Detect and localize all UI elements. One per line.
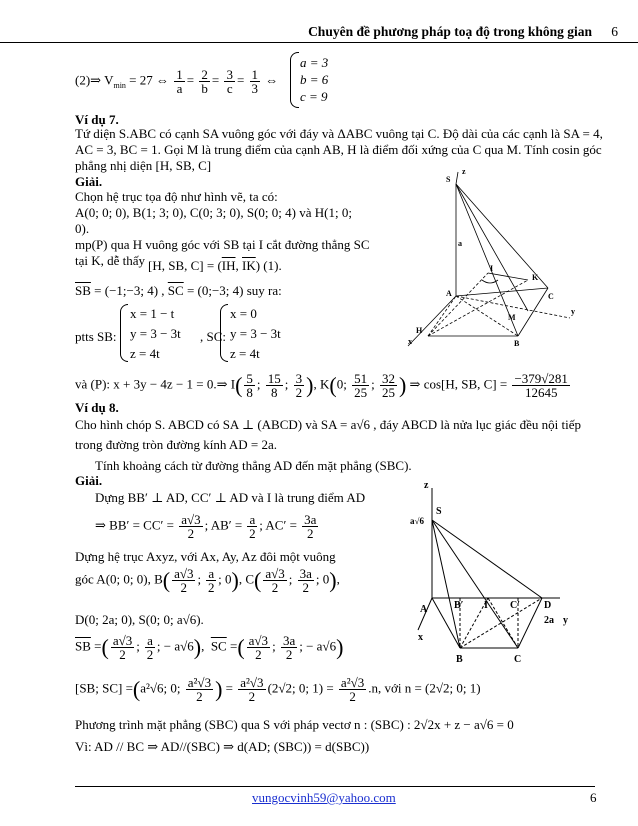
cross-product-line: [SB; SC] =(a²√6; 0; $\frac{\text{a²√3}}{2}$ ) = $\frac{\text{a²√3}}{2}$ (2√2; 0; 1) = $\frac{\text{a²√3}}{2}$ .n, với n = (2√2; 0; 1): [75, 675, 481, 704]
system-brace: [220, 304, 228, 362]
svg-text:y: y: [563, 615, 568, 626]
svg-text:a√6: a√6: [410, 516, 424, 526]
svg-text:I: I: [490, 264, 494, 273]
system-brace: [290, 52, 299, 108]
axes-line: Dựng hệ trục Axyz, với Ax, Ay, Az đôi một vuông: [75, 549, 336, 564]
footer-email-link[interactable]: vungocvinh59@yahoo.com: [252, 790, 396, 805]
footer-rule: [75, 786, 595, 787]
svg-text:z: z: [424, 480, 429, 491]
svg-text:C: C: [548, 292, 554, 301]
plane-equation-line: Phương trình mặt phẳng (SBC) qua S với pháp vectơ n : (SBC) : 2√2x + z − a√6 = 0: [75, 717, 514, 732]
example-7-statement: Tứ diện S.ABC có cạnh SA vuông góc với đáy và ΔABC vuông tại C. Độ dài của các cạnh là SA = 4, AC = 3, BC = 1. Gọi M là trung điểm của cạnh AB, H là điểm đối xứng của C qua M. Tính cosin góc phẳng nhị diện [H, SB, C]: [75, 126, 603, 173]
svg-text:D: D: [544, 600, 552, 611]
svg-text:B: B: [514, 339, 520, 348]
vmin-equation: (2)⇒ $V_{min} = 27$ ⇔ $\frac{1}{a}$ = $\frac{2}{b}$ = $\frac{3}{c}$ = $\frac{1}{3}$ ⇔: [75, 67, 279, 96]
svg-text:C: C: [514, 654, 522, 665]
sc-parametric-system: x = 0 y = 3 − 3t z = 4t: [230, 306, 281, 361]
parallel-conclusion-line: Vì: AD // BC ⇒ AD//(SBC) ⇒ d(AD; (SBC)) = d(SBC)): [75, 739, 370, 754]
fraction: $\frac{2}{b}$: [201, 67, 208, 96]
svg-text:I: I: [484, 600, 488, 611]
tetrahedron-figure: [398, 168, 578, 348]
header-title: Chuyên đề phương pháp toạ độ trong không gian: [308, 24, 592, 39]
example-7-solution-label: Giải.: [75, 174, 103, 189]
pyramid-figure: [410, 480, 570, 665]
fraction: $\frac{3}{c}$: [226, 67, 233, 96]
fraction: $\frac{1}{a}$: [176, 67, 183, 96]
system-brace: [120, 304, 128, 362]
example-8-task: Tính khoảng cách từ đường thẳng AD đến mặt phẳng (SBC).: [95, 458, 412, 473]
svg-text:x: x: [418, 632, 423, 643]
points-i-k-cos: và (P): x + 3y − 4z − 1 = 0.⇒ I( $\frac{5}{8}$ ; $\frac{15}{8}$ ; $\frac{3}{2}$ ), K(0; $\frac{51}{25}$ ; $\frac{32}{25}$ ) ⇒ cos[H, SB, C] = $\frac{-379√281}{12645}$: [75, 371, 568, 400]
svg-text:K: K: [532, 273, 539, 282]
ptts-label: ptts SB:: [75, 329, 117, 344]
example-7-solution-text: Chọn hệ trục tọa độ như hình vẽ, ta có: A(0; 0; 0), B(1; 3; 0), C(0; 3; 0), S(0; 0; 4) và H(1; 0; 0). mp(P) qua H vuông góc với SB tại I cắt đường thẳng SC tại K, dễ thấy: [75, 189, 370, 268]
construct-line: Dựng BB′ ⊥ AD, CC′ ⊥ AD và I là trung điểm AD: [95, 490, 366, 505]
svg-text:B′: B′: [454, 600, 464, 611]
sb-sc-vectors: $\overline{SB}$ = (−1;−3; 4) , $\overline{SC}$ = (0;−3; 4) suy ra:: [75, 283, 282, 298]
svg-text:2a: 2a: [544, 615, 554, 626]
sc-label: , SC:: [200, 329, 227, 344]
svg-text:a: a: [458, 239, 462, 248]
example-8-title: Ví dụ 8.: [75, 400, 119, 415]
example-8-solution-label: Giải.: [75, 473, 103, 488]
page-header: [0, 22, 638, 43]
bb-cc-line: ⇒ BB′ = CC′ = $\frac{a√3}{2}$ ; AB′ = $\frac{a}{2}$ ; AC′ = $\frac{3a}{2}$: [95, 512, 317, 541]
example-8-statement: Cho hình chóp S. ABCD có SA ⊥ (ABCD) và SA = a√6 , đáy ABCD là nửa lục giác đều nội tiếp trong đường tròn đường kính AD = 2a.: [75, 417, 582, 452]
sb-parametric-system: x = 1 − t y = 3 − 3t z = 4t: [130, 306, 181, 361]
svg-text:x: x: [408, 337, 412, 346]
svg-text:z: z: [462, 168, 466, 176]
abc-system: a = 3 b = 6 c = 9: [300, 55, 329, 104]
svg-text:M: M: [508, 313, 516, 322]
svg-text:H: H: [416, 326, 423, 335]
svg-text:A: A: [420, 604, 428, 615]
header-page-number: 6: [611, 24, 618, 39]
svg-text:A: A: [446, 289, 452, 298]
sb-sc-vectors-8: $\overline{SB}$ =( $\frac{a√3}{2}$ ; $\frac{a}{2}$ ; − a√6), $\overline{SC}$ =( $\frac{a√3}{2}$ ; $\frac{3a}{2}$ ; − a√6): [75, 633, 344, 662]
example-7-title: Ví dụ 7.: [75, 112, 119, 127]
svg-text:S: S: [436, 506, 442, 517]
svg-text:B: B: [456, 654, 463, 665]
label-S: S: [446, 175, 451, 184]
svg-text:C′: C′: [510, 600, 521, 611]
svg-text:y: y: [571, 307, 575, 316]
fraction: $\frac{1}{3}$: [251, 67, 259, 96]
footer-page-number: 6: [590, 790, 597, 805]
coords-line: góc A(0; 0; 0), B( $\frac{a√3}{2}$ ; $\frac{a}{2}$ ; 0), C( $\frac{a√3}{2}$ ; $\frac{3a}{2}$ ; 0),: [75, 566, 340, 595]
dihedral-angle-line: [H, SB, $C] = (\overline{IH}$, $\overline{IK}$) (1).: [148, 258, 282, 273]
d-s-coords: D(0; 2a; 0), S(0; 0; a√6).: [75, 612, 204, 627]
